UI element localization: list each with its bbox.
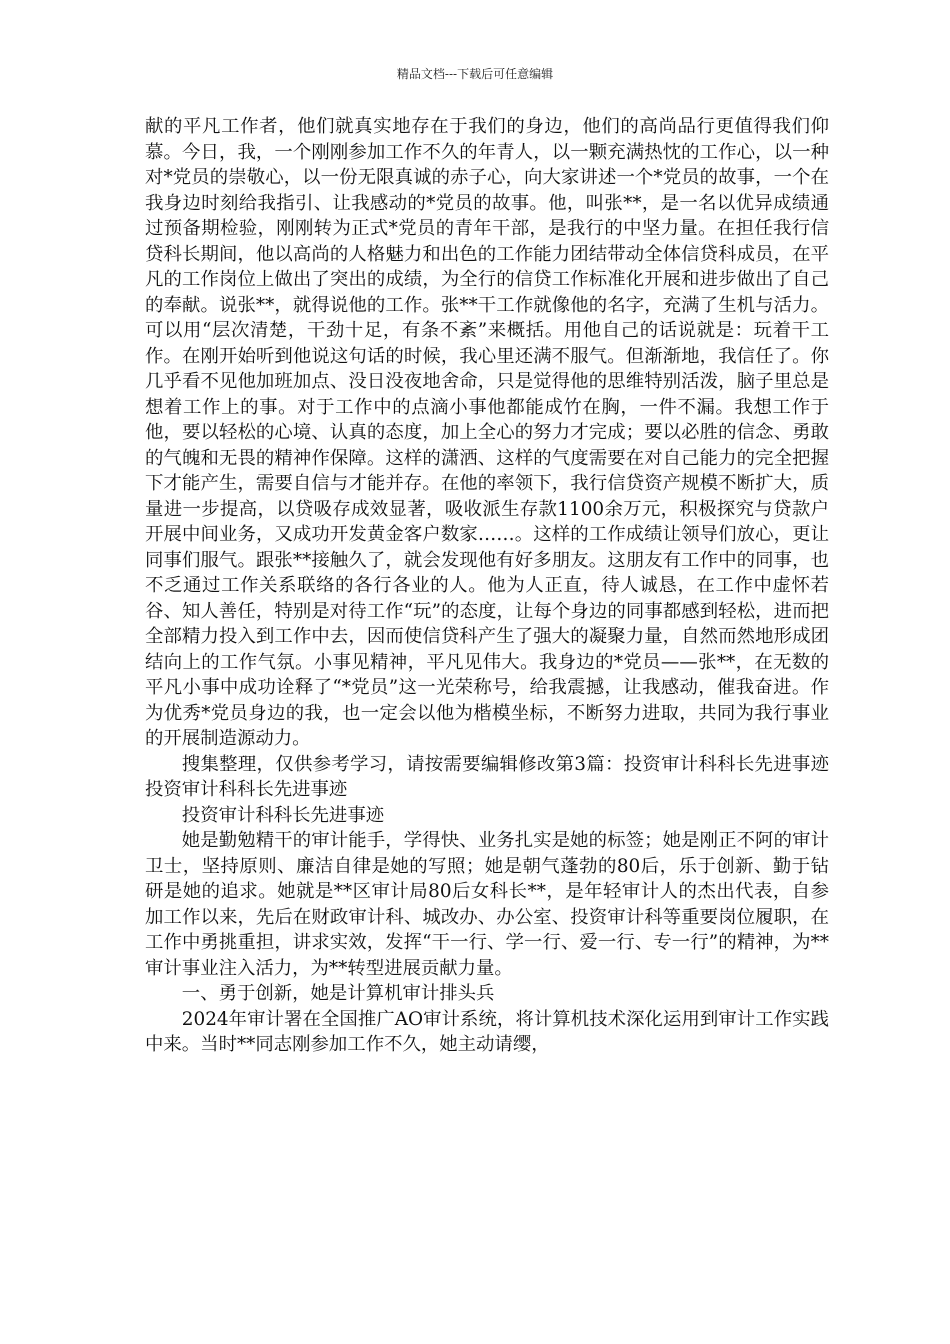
body-paragraph-1: 献的平凡工作者，他们就真实地存在于我们的身边，他们的高尚品行更值得我们仰慕。今日，我，一个刚刚参加工作不久的年青人，以一颗充满热忱的工作心，以一种对*党员的崇敬心，以一份无限真诚的赤子心，向大家讲述一个*党员的故事，一个在我身边时刻给我指引、让我感动的*党员的故事。他，叫张**，是一名以优异成绩通过预备期检验，刚刚转为正式*党员的青年干部，是我行的中坚力量。在担任我行信贷科长期间，他以高尚的人格魅力和出色的工作能力团结带动全体信贷科成员，在平凡的工作岗位上做出了突出的成绩，为全行的信贷工作标准化开展和进步做出了自己的奉献。说张**，就得说他的工作。张**干工作就像他的名字，充满了生机与活力。可以用“层次清楚，干劲十足，有条不紊”来概括。用他自己的话说就是：玩着干工作。在刚开始听到他说这句话的时候，我心里还满不服气。但渐渐地，我信任了。你几乎看不见他加班加点、没日没夜地舍命，只是觉得他的思维特别活泼，脑子里总是想着工作上的事。对于工作中的点滴小事他都能成竹在胸，一件不漏。我想工作于他，要以轻松的心境、认真的态度，加上全心的努力才完成；要以必胜的信念、勇敢的气魄和无畏的精神作保障。这样的潇洒、这样的气度需要在对自己能力的完全把握下才能产生，需要自信与才能并存。在他的率领下，我行信贷资产规模不断扩大，质量进一步提高，以贷吸存成效显著，吸收派生存款1100余万元，积极探究与贷款户开展中间业务，又成功开发黄金客户数家……。这样的工作成绩让领导们放心，更让同事们服气。跟张**接触久了，就会发现他有好多朋友。这朋友有工作中的同事，也不乏通过工作关系联络的各行各业的人。他为人正直，待人诚恳，在工作中虚怀若谷、知人善任，特别是对待工作“玩”的态度，让每个身边的同事都感到轻松，进而把全部精力投入到工作中去，因而使信贷科产生了强大的凝聚力量，自然而然地形成团结向上的工作气氛。小事见精神，平凡见伟大。我身边的*党员——张**，在无数的平凡小事中成功诠释了“*党员”这一光荣称号，给我震撼，让我感动，催我奋进。作为优秀*党员身边的我，也一定会以他为楷模坐标，不断努力进取，共同为我行事业的开展制造源动力。 (145, 116, 829, 749)
section-heading-1: 一、勇于创新，她是计算机审计排头兵 (181, 983, 495, 1004)
section-title: 投资审计科科长先进事迹 (181, 804, 385, 826)
body-paragraph-4: 2024年审计署在全国推广AO审计系统，将计算机技术深化运用到审计工作实践中来。当时**同志刚参加工作不久，她主动请缨， (145, 1008, 829, 1055)
document-body (145, 114, 829, 1058)
page-header: 精品文档---下载后可任意编辑 (396, 67, 554, 81)
body-paragraph-3: 她是勤勉精干的审计能手，学得快、业务扎实是她的标签；她是刚正不阿的审计卫士，坚持原则、廉洁自律是她的写照；她是朝气蓬勃的80后，乐于创新、勤于钻研是她的追求。她就是**区审计局80后女科长**，是年轻审计人的杰出代表，自参加工作以来，先后在财政审计科、城改办、办公室、投资审计科等重要岗位履职，在工作中勇挑重担，讲求实效，发挥“干一行、学一行、爱一行、专一行”的精神，为**审计事业注入活力，为**转型进展贡献力量。 (145, 830, 829, 979)
body-paragraph-2: 搜集整理，仅供参考学习，请按需要编辑修改第3篇：投资审计科科长先进事迹投资审计科科长先进事迹 (145, 753, 829, 800)
